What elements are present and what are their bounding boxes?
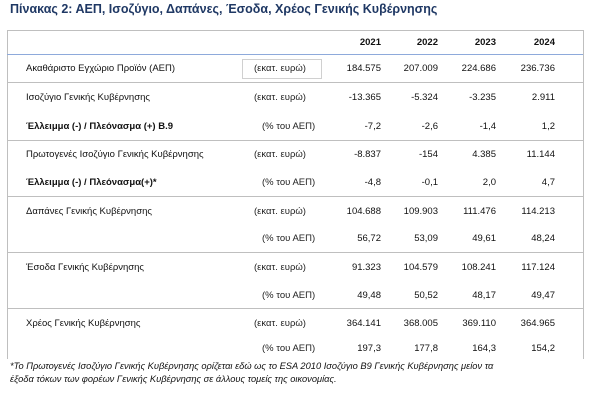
row-value-2023: -1,4 xyxy=(479,121,496,132)
row-label: Χρέος Γενικής Κυβέρνησης xyxy=(26,318,141,329)
row-value-2022: 368.005 xyxy=(403,318,438,329)
row-value-2023: 49,61 xyxy=(472,233,496,244)
row-separator xyxy=(7,140,583,141)
row-value-2023: 164,3 xyxy=(472,343,496,354)
footnote xyxy=(10,360,582,386)
row-value-2022: -154 xyxy=(418,149,438,160)
row-unit: (% του ΑΕΠ) xyxy=(262,121,316,132)
row-unit: (% του ΑΕΠ) xyxy=(262,233,316,244)
row-value-2024: 117.124 xyxy=(521,262,555,273)
row-separator xyxy=(7,308,583,309)
footnote-line-1: *Το Πρωτογενές Ισοζύγιο Γενικής Κυβέρνησης ορίζεται εδώ ως το ESA 2010 Ισοζύγιο Β9 Γενικής Κυβέρνησης μείον τα xyxy=(10,361,494,371)
row-value-2021: -4,8 xyxy=(364,177,381,188)
row-label: Πρωτογενές Ισοζύγιο Γενικής Κυβέρνησης xyxy=(26,149,204,160)
row-value-2023: 369.110 xyxy=(462,318,496,329)
year-header-2021: 2021 xyxy=(359,37,381,48)
row-value-2021: 184.575 xyxy=(346,63,381,74)
row-unit: (εκατ. ευρώ) xyxy=(254,262,306,273)
row-value-2021: -8.837 xyxy=(354,149,381,160)
row-value-2021: 91.323 xyxy=(351,262,381,273)
row-value-2021: 197,3 xyxy=(357,343,381,354)
row-unit: (% του ΑΕΠ) xyxy=(262,290,316,301)
table-title: Πίνακας 2: ΑΕΠ, Ισοζύγιο, Δαπάνες, Έσοδα, Χρέος Γενικής Κυβέρνησης xyxy=(10,2,438,16)
row-value-2021: -13.365 xyxy=(348,92,381,103)
row-separator xyxy=(7,82,583,83)
row-value-2021: 364.141 xyxy=(346,318,381,329)
row-value-2024: 4,7 xyxy=(541,177,555,188)
row-unit: (εκατ. ευρώ) xyxy=(254,63,306,74)
row-value-2024: 49,47 xyxy=(531,290,555,301)
row-label: Ισοζύγιο Γενικής Κυβέρνησης xyxy=(26,92,150,103)
header-divider xyxy=(7,54,583,55)
row-label: Έσοδα Γενικής Κυβέρνησης xyxy=(26,262,144,273)
row-unit: (εκατ. ευρώ) xyxy=(254,92,306,103)
row-value-2024: 236.736 xyxy=(520,63,555,74)
row-value-2023: 48,17 xyxy=(472,290,496,301)
row-value-2024: 364.965 xyxy=(520,318,555,329)
row-unit: (% του ΑΕΠ) xyxy=(262,343,316,354)
row-value-2022: 109.903 xyxy=(403,206,438,217)
year-header-2022: 2022 xyxy=(416,37,438,48)
table-frame xyxy=(7,30,584,359)
row-unit: (εκατ. ευρώ) xyxy=(254,149,306,160)
row-value-2021: -7,2 xyxy=(364,121,381,132)
row-value-2023: 108.241 xyxy=(461,262,496,273)
row-label: Δαπάνες Γενικής Κυβέρνησης xyxy=(26,206,152,217)
row-value-2024: 48,24 xyxy=(531,233,555,244)
year-header-2023: 2023 xyxy=(474,37,496,48)
row-label: Έλλειμμα (-) / Πλεόνασμα (+) Β.9 xyxy=(26,121,173,132)
year-header-2024: 2024 xyxy=(533,37,555,48)
row-unit: (% του ΑΕΠ) xyxy=(262,177,316,188)
row-value-2022: 50,52 xyxy=(414,290,438,301)
row-value-2022: 207.009 xyxy=(403,63,438,74)
row-value-2024: 2.911 xyxy=(531,92,555,103)
row-value-2024: 154,2 xyxy=(531,343,555,354)
row-value-2023: 2,0 xyxy=(482,177,496,188)
row-value-2023: 224.686 xyxy=(461,63,496,74)
footnote-line-2: έξοδα τόκων των φορέων Γενικής Κυβέρνησης σε άλλους τομείς της οικονομίας. xyxy=(10,374,337,384)
row-separator xyxy=(7,196,583,197)
row-value-2024: 114.213 xyxy=(521,206,555,217)
row-value-2022: 53,09 xyxy=(414,233,438,244)
row-separator xyxy=(7,252,583,253)
row-value-2024: 11.144 xyxy=(526,149,555,160)
row-value-2021: 104.688 xyxy=(346,206,381,217)
row-value-2024: 1,2 xyxy=(541,121,555,132)
row-value-2022: 104.579 xyxy=(403,262,438,273)
row-value-2023: -3.235 xyxy=(469,92,496,103)
row-value-2022: -2,6 xyxy=(421,121,438,132)
row-value-2023: 111.476 xyxy=(463,206,496,217)
row-value-2022: -5.324 xyxy=(411,92,438,103)
row-unit: (εκατ. ευρώ) xyxy=(254,206,306,217)
row-value-2022: 177,8 xyxy=(414,343,438,354)
row-value-2021: 56,72 xyxy=(357,233,381,244)
row-unit: (εκατ. ευρώ) xyxy=(254,318,306,329)
row-value-2021: 49,48 xyxy=(357,290,381,301)
row-label: Ακαθάριστο Εγχώριο Προϊόν (ΑΕΠ) xyxy=(26,63,176,74)
row-value-2023: 4.385 xyxy=(472,149,496,160)
row-label: Έλλειμμα (-) / Πλεόνασμα(+)* xyxy=(26,177,157,188)
row-value-2022: -0,1 xyxy=(421,177,438,188)
